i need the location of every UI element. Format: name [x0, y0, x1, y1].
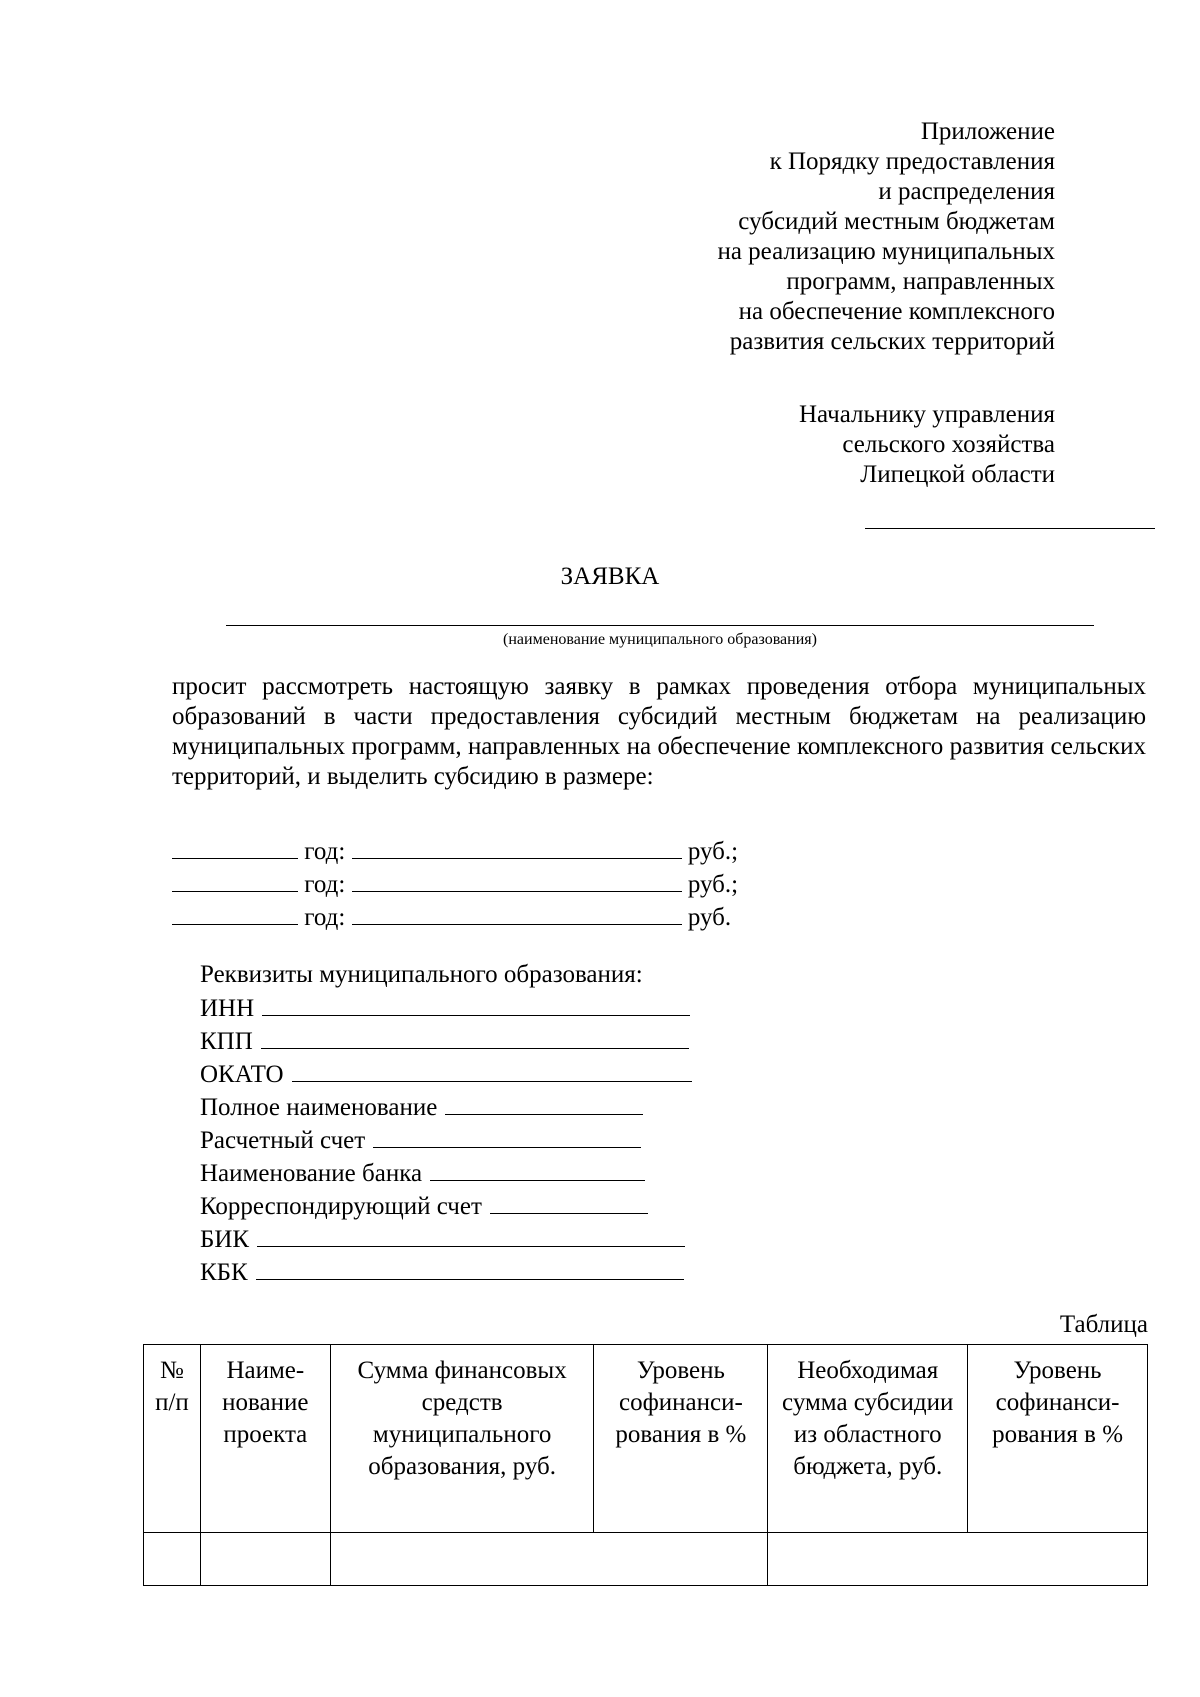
year-label: год:	[304, 904, 346, 931]
requisite-bank-name	[200, 1158, 645, 1188]
requisite-label: ИНН	[200, 995, 255, 1022]
appendix-line: Приложение	[920, 118, 1055, 145]
document-title: ЗАЯВКА	[560, 563, 660, 590]
appendix-line: субсидий местным бюджетам	[738, 208, 1055, 235]
table-cell[interactable]	[200, 1533, 330, 1586]
appendix-line: к Порядку предоставления	[769, 148, 1055, 175]
requisite-okato	[200, 1059, 692, 1089]
requisite-kbk	[200, 1257, 684, 1287]
amount-blank[interactable]	[352, 869, 682, 892]
year-blank[interactable]	[172, 869, 298, 892]
requisite-blank[interactable]	[430, 1158, 645, 1181]
requisite-label: КБК	[200, 1259, 248, 1286]
requisite-label: БИК	[200, 1226, 250, 1253]
table-cell[interactable]	[768, 1533, 1148, 1586]
requisite-kpp	[200, 1026, 689, 1056]
header-cell: Сумма финансовых средств муниципального образования, руб.	[330, 1345, 594, 1533]
header-cell: Уровень софинанси-рования в %	[968, 1345, 1148, 1533]
table-cell[interactable]	[144, 1533, 201, 1586]
year-row	[172, 836, 738, 866]
amount-blank[interactable]	[352, 836, 682, 859]
requisite-label: КПП	[200, 1028, 253, 1055]
requisite-corr-account	[200, 1191, 648, 1221]
addressee-block	[799, 400, 1055, 490]
year-row	[172, 902, 731, 932]
requisite-label: Полное наименование	[200, 1094, 438, 1121]
requisite-blank[interactable]	[490, 1191, 648, 1214]
requisite-blank[interactable]	[262, 993, 690, 1016]
requisite-bik	[200, 1224, 685, 1254]
requisites-heading: Реквизиты муниципального образования:	[200, 961, 643, 988]
currency-label: руб.	[687, 904, 732, 931]
requisite-account	[200, 1125, 641, 1155]
year-label: год:	[304, 871, 346, 898]
requisite-inn	[200, 993, 690, 1023]
currency-label: руб.;	[687, 838, 739, 865]
table-label: Таблица	[1059, 1311, 1148, 1338]
header-cell: № п/п	[144, 1345, 201, 1533]
appendix-line: и распределения	[878, 178, 1055, 205]
appendix-line: развития сельских территорий	[729, 328, 1055, 355]
header-cell: Необходимая сумма субсидии из областного бюджета, руб.	[768, 1345, 968, 1533]
table-header-row	[144, 1345, 1148, 1533]
year-blank[interactable]	[172, 836, 298, 859]
requisite-blank[interactable]	[256, 1257, 684, 1280]
addressee-line: сельского хозяйства	[842, 431, 1055, 458]
appendix-line: на обеспечение комплексного	[738, 298, 1055, 325]
requisite-label: Корреспондирующий счет	[200, 1193, 482, 1220]
municipality-name-line[interactable]	[226, 625, 1094, 626]
year-blank[interactable]	[172, 902, 298, 925]
currency-label: руб.;	[687, 871, 739, 898]
amount-blank[interactable]	[352, 902, 682, 925]
subsidy-table	[143, 1344, 1148, 1586]
addressee-signature-line[interactable]	[865, 528, 1155, 529]
table-cell[interactable]	[330, 1533, 768, 1586]
requisite-label: Наименование банка	[200, 1160, 423, 1187]
header-cell: Уровень софинанси-рования в %	[594, 1345, 768, 1533]
body-paragraph-container	[172, 672, 1146, 792]
requisite-full-name	[200, 1092, 643, 1122]
requisite-blank[interactable]	[257, 1224, 685, 1247]
addressee-line: Липецкой области	[860, 461, 1055, 488]
body-paragraph: просит рассмотреть настоящую заявку в рамках проведения отбора муниципальных образований в части предоставления субсидий местным бюджетам на реализацию муниципальных программ, направленных на обеспечение комплексного развития сельских территорий, и выделить субсидию в размере:	[172, 673, 1146, 790]
year-label: год:	[304, 838, 346, 865]
requisite-blank[interactable]	[373, 1125, 641, 1148]
appendix-line: программ, направленных	[786, 268, 1055, 295]
header-cell: Наиме-нование проекта	[200, 1345, 330, 1533]
requisite-blank[interactable]	[292, 1059, 692, 1082]
table-row	[144, 1533, 1148, 1586]
requisite-label: Расчетный счет	[200, 1127, 366, 1154]
year-row	[172, 869, 738, 899]
requisite-label: ОКАТО	[200, 1061, 284, 1088]
appendix-block	[717, 117, 1055, 357]
requisite-blank[interactable]	[445, 1092, 643, 1115]
municipality-caption: (наименование муниципального образования)	[503, 631, 817, 648]
addressee-line: Начальнику управления	[799, 401, 1055, 428]
requisite-blank[interactable]	[261, 1026, 689, 1049]
appendix-line: на реализацию муниципальных	[717, 238, 1055, 265]
